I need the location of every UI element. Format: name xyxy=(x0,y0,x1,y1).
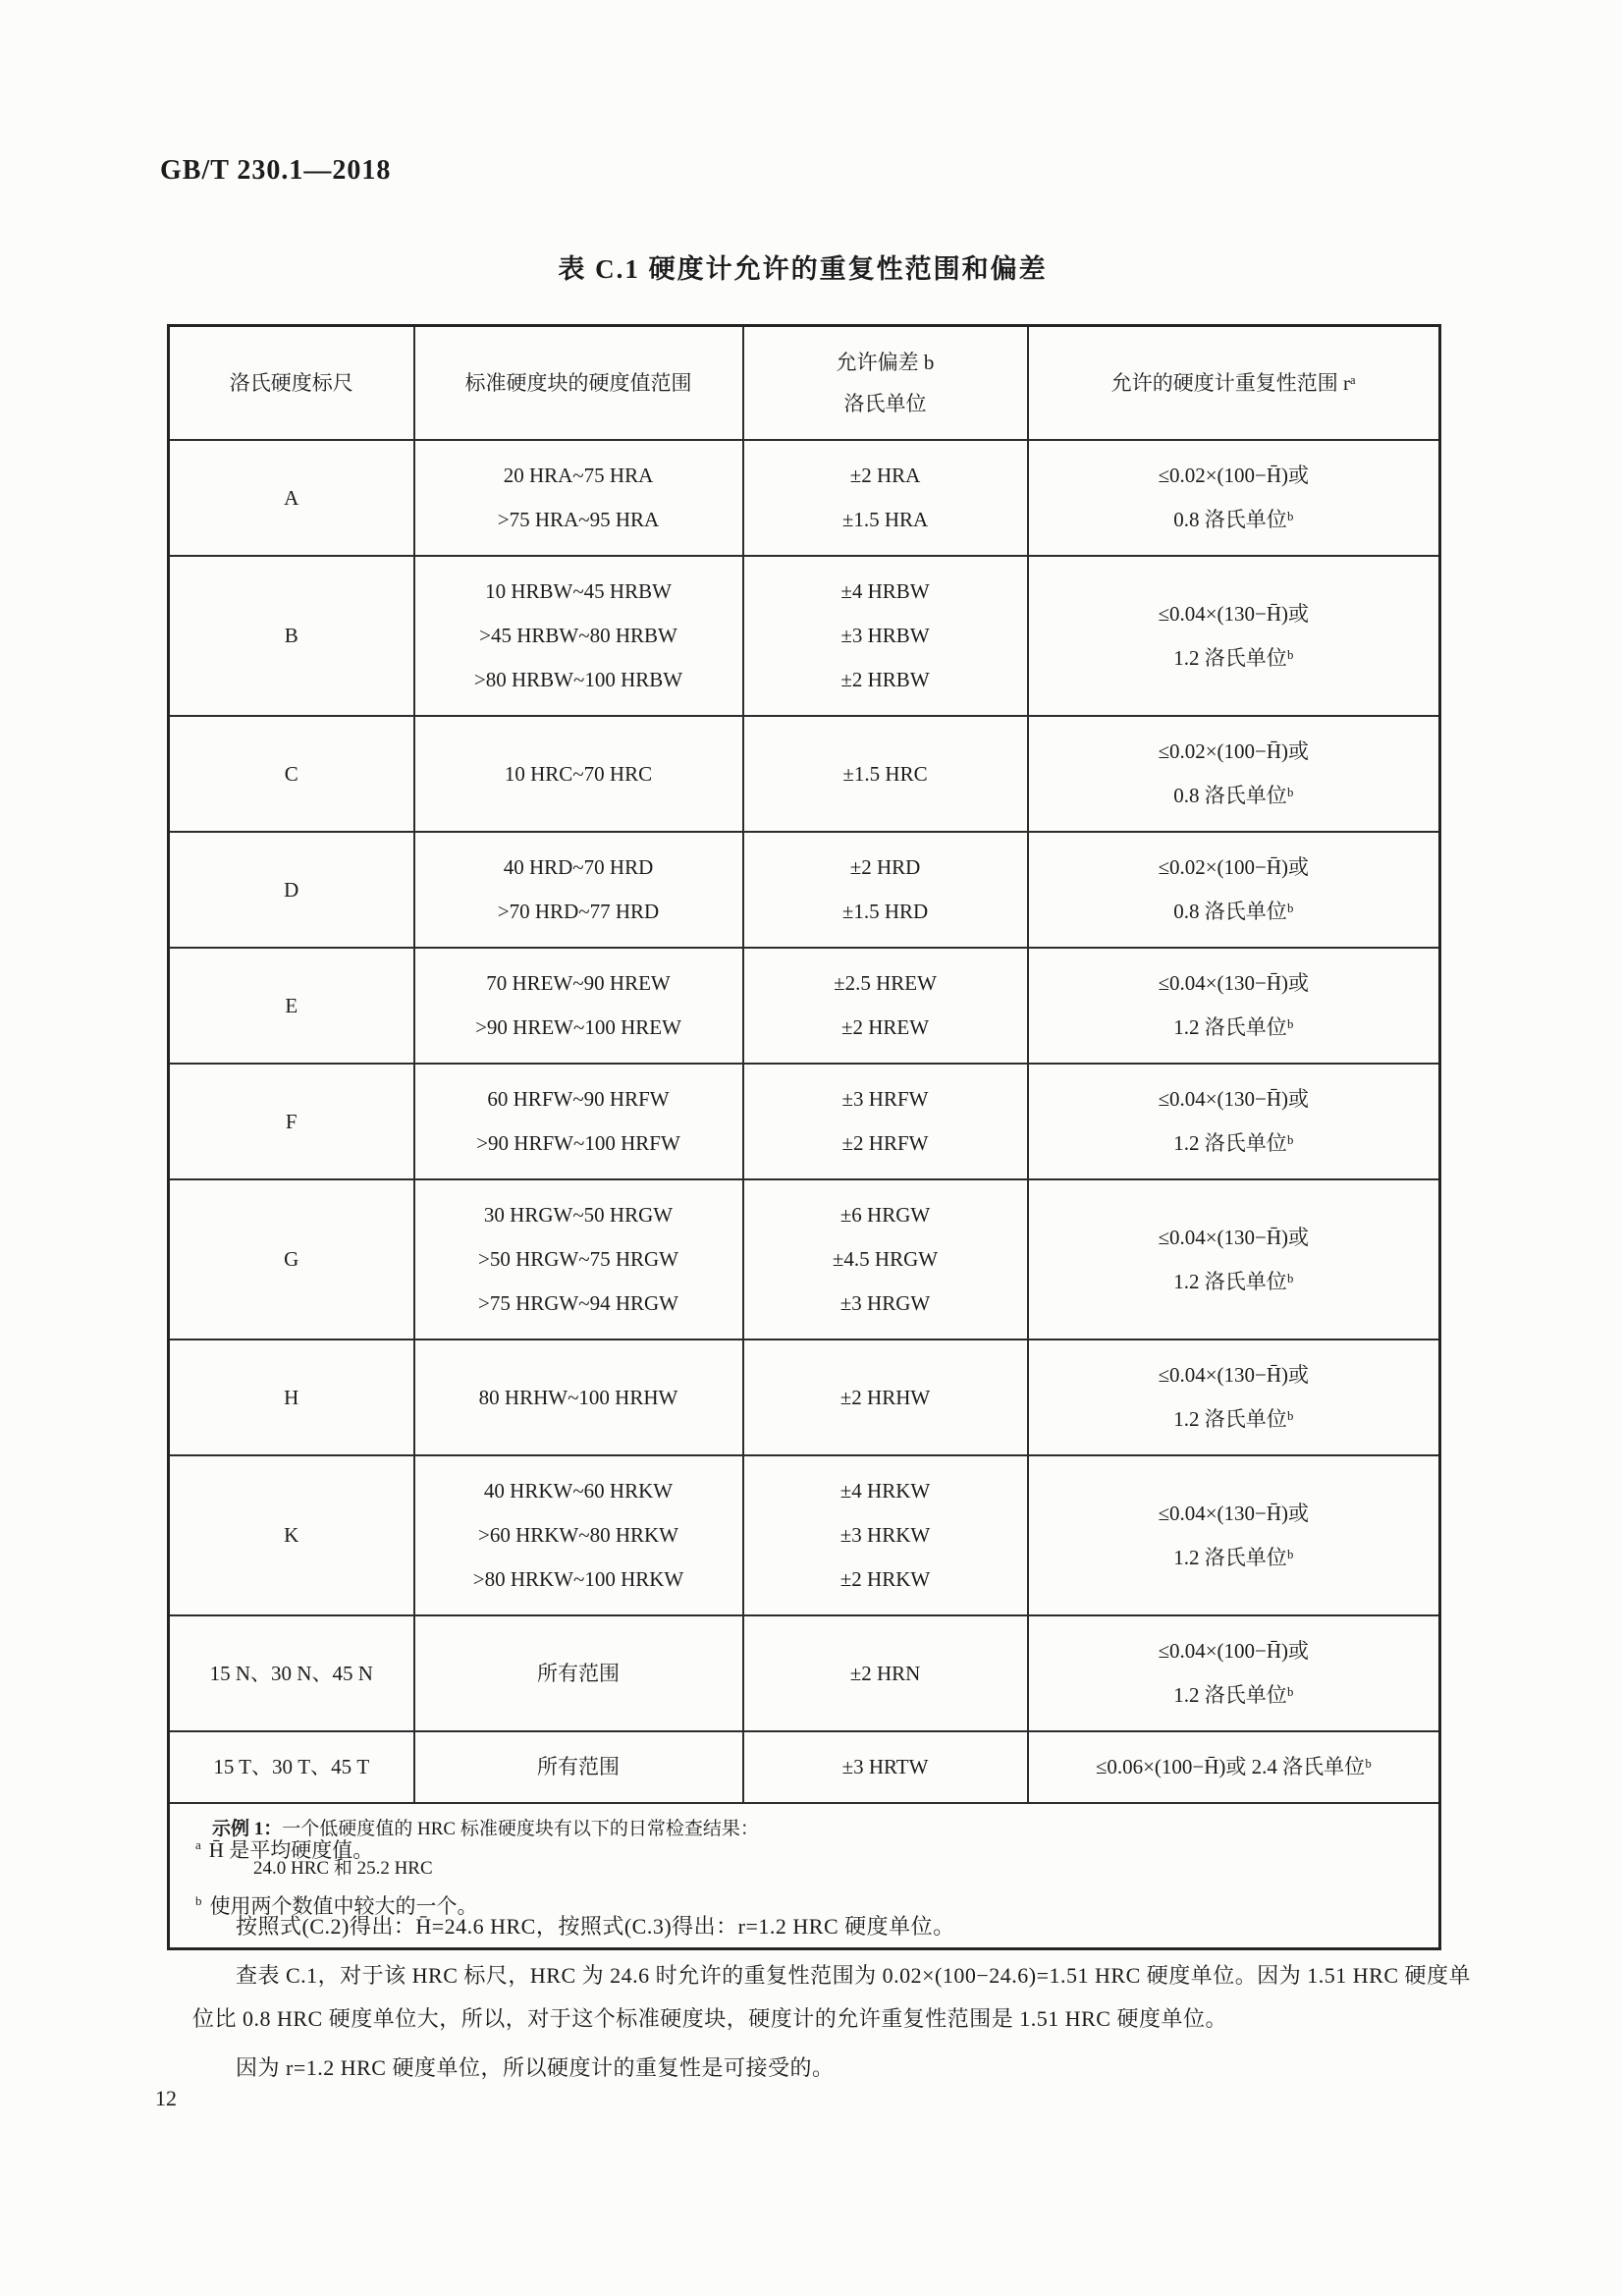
deviation-line: ±2 HRN xyxy=(849,1661,921,1685)
example-section xyxy=(192,1813,1471,2096)
deviation-cell xyxy=(743,1455,1028,1615)
scale-cell xyxy=(169,1731,414,1803)
range-line: >90 HRFW~100 HRFW xyxy=(476,1131,680,1155)
scale-cell xyxy=(169,716,414,832)
column-header-line: 洛氏单位 xyxy=(843,392,927,415)
table-header-row xyxy=(169,326,1440,441)
repeatability-line: 0.8 洛氏单位ᵇ xyxy=(1173,508,1294,531)
scale-cell xyxy=(169,440,414,556)
deviation-line: ±4 HRKW xyxy=(839,1479,931,1503)
range-line: >80 HRBW~100 HRBW xyxy=(473,668,683,691)
column-header-line: 标准硬度块的硬度值范围 xyxy=(464,371,692,395)
deviation-line: ±4 HRBW xyxy=(840,579,930,603)
range-cell xyxy=(414,440,743,556)
repeatability-cell xyxy=(1028,716,1440,832)
table-row xyxy=(169,832,1440,948)
repeatability-cell xyxy=(1028,1455,1440,1615)
repeatability-cell xyxy=(1028,1064,1440,1179)
body-paragraph: 因为 r=1.2 HRC 硬度单位，所以硬度计的重复性是可接受的。 xyxy=(236,2055,835,2080)
example-label: 示例 1： xyxy=(212,1819,283,1839)
deviation-cell xyxy=(743,1179,1028,1339)
scale-cell xyxy=(169,1615,414,1731)
range-line: 30 HRGW~50 HRGW xyxy=(483,1203,674,1227)
repeatability-line: 1.2 洛氏单位ᵇ xyxy=(1173,1015,1294,1039)
repeatability-line: 1.2 洛氏单位ᵇ xyxy=(1173,1407,1294,1431)
repeatability-line: 1.2 洛氏单位ᵇ xyxy=(1173,1131,1294,1155)
repeatability-cell xyxy=(1028,1615,1440,1731)
footnote-marker: a xyxy=(195,1837,201,1852)
scale-label: 15 N、30 N、45 N xyxy=(209,1661,373,1685)
example-heading-text: 一个低硬度值的 HRC 标准硬度块有以下的日常检查结果： xyxy=(282,1819,759,1839)
range-line: 40 HRKW~60 HRKW xyxy=(483,1479,674,1503)
table-row xyxy=(169,1064,1440,1179)
repeatability-line: ≤0.04×(100−H̄)或 xyxy=(1158,1639,1310,1663)
scale-label: K xyxy=(284,1523,299,1547)
scale-cell xyxy=(169,1455,414,1615)
scale-label: 15 T、30 T、45 T xyxy=(213,1755,370,1778)
deviation-line: ±2 HREW xyxy=(840,1015,930,1039)
deviation-line: ±2 HRA xyxy=(849,464,921,487)
example-values: 24.0 HRC 和 25.2 HRC xyxy=(253,1858,433,1879)
table-row xyxy=(169,948,1440,1064)
range-cell xyxy=(414,948,743,1064)
column-header-1 xyxy=(414,326,743,441)
range-cell xyxy=(414,1731,743,1803)
deviation-line: ±3 HRFW xyxy=(841,1087,929,1111)
table-row xyxy=(169,716,1440,832)
body-paragraph: 按照式(C.2)得出：H̄=24.6 HRC，按照式(C.3)得出：r=1.2 HRC 硬度单位。 xyxy=(236,1914,955,1939)
repeatability-cell xyxy=(1028,832,1440,948)
scale-label: D xyxy=(284,877,299,902)
repeatability-line: ≤0.06×(100−H̄)或 2.4 洛氏单位ᵇ xyxy=(1095,1755,1372,1778)
repeatability-line: ≤0.04×(130−H̄)或 xyxy=(1158,1501,1310,1525)
repeatability-line: ≤0.02×(100−H̄)或 xyxy=(1158,464,1310,487)
range-line: 40 HRD~70 HRD xyxy=(503,855,654,879)
repeatability-line: ≤0.02×(100−H̄)或 xyxy=(1158,855,1310,879)
table-row xyxy=(169,556,1440,716)
scale-label: C xyxy=(284,761,298,786)
deviation-line: ±3 HRBW xyxy=(840,624,930,647)
deviation-line: ±1.5 HRD xyxy=(841,900,929,923)
repeatability-cell xyxy=(1028,1179,1440,1339)
footnote-line: $^b$ 使用两个数值中较大的一个。 xyxy=(195,1893,478,1918)
column-header-line: 允许偏差 b xyxy=(836,351,935,374)
scale-cell xyxy=(169,1339,414,1455)
repeatability-line: 1.2 洛氏单位ᵇ xyxy=(1173,645,1294,670)
scale-cell xyxy=(169,948,414,1064)
repeatability-line: ≤0.04×(130−H̄)或 xyxy=(1158,1363,1310,1387)
repeatability-line: 1.2 洛氏单位ᵇ xyxy=(1173,1545,1294,1569)
column-header-line: 允许的硬度计重复性范围 rᵃ xyxy=(1110,371,1356,395)
deviation-cell xyxy=(743,1615,1028,1731)
repeatability-line: 1.2 洛氏单位ᵇ xyxy=(1173,1269,1294,1293)
range-line: 10 HRBW~45 HRBW xyxy=(485,579,672,603)
column-header-0 xyxy=(169,326,414,441)
range-line: >90 HREW~100 HREW xyxy=(475,1015,681,1039)
repeatability-line: ≤0.04×(130−H̄)或 xyxy=(1158,1087,1310,1111)
range-line: >80 HRKW~100 HRKW xyxy=(472,1567,684,1591)
range-cell xyxy=(414,556,743,716)
repeatability-line: 1.2 洛氏单位ᵇ xyxy=(1173,1683,1294,1707)
repeatability-line: ≤0.02×(100−H̄)或 xyxy=(1158,739,1310,763)
range-cell xyxy=(414,832,743,948)
range-cell xyxy=(414,1339,743,1455)
range-line: 所有范围 xyxy=(537,1661,620,1685)
deviation-cell xyxy=(743,440,1028,556)
example-heading xyxy=(212,1813,1471,1846)
scale-label: E xyxy=(285,993,298,1017)
repeatability-cell xyxy=(1028,1339,1440,1455)
document-number: GB/T 230.1—2018 xyxy=(160,155,392,186)
deviation-cell xyxy=(743,1339,1028,1455)
range-line: 70 HREW~90 HREW xyxy=(486,971,671,995)
deviation-line: ±2 HRFW xyxy=(841,1131,929,1155)
repeatability-cell xyxy=(1028,1731,1440,1803)
repeatability-line: ≤0.04×(130−H̄)或 xyxy=(1158,971,1310,995)
range-line: 80 HRHW~100 HRHW xyxy=(478,1385,678,1409)
table-title: 表 C.1 硬度计允许的重复性范围和偏差 xyxy=(558,254,1048,284)
deviation-cell xyxy=(743,716,1028,832)
repeatability-cell xyxy=(1028,440,1440,556)
deviation-line: ±3 HRKW xyxy=(839,1523,931,1547)
repeatability-table xyxy=(167,324,1441,1950)
table-row xyxy=(169,1179,1440,1339)
scale-label: A xyxy=(284,485,299,510)
deviation-cell xyxy=(743,1731,1028,1803)
range-cell xyxy=(414,716,743,832)
range-cell xyxy=(414,1064,743,1179)
deviation-line: ±4.5 HRGW xyxy=(832,1247,939,1271)
table-row xyxy=(169,1339,1440,1455)
range-line: >45 HRBW~80 HRBW xyxy=(479,624,677,647)
scale-cell xyxy=(169,1179,414,1339)
scale-cell xyxy=(169,556,414,716)
scale-cell xyxy=(169,832,414,948)
scale-label: H xyxy=(284,1385,299,1409)
deviation-line: ±1.5 HRC xyxy=(842,761,928,786)
body-paragraph: 查表 C.1，对于该 HRC 标尺，HRC 为 24.6 时允许的重复性范围为 0.02×(100−24.6)=1.51 HRC 硬度单位。因为 1.51 HRC 硬度单位比 0.8 HRC 硬度单位大，所以，对于这个标准硬度块，硬度计的允许重复性范围是 1.51 HRC 硬度单位。 xyxy=(192,1963,1471,2031)
range-line: 所有范围 xyxy=(537,1755,620,1778)
range-line: >75 HRA~95 HRA xyxy=(497,508,660,531)
range-line: >50 HRGW~75 HRGW xyxy=(477,1247,679,1271)
repeatability-line: 0.8 洛氏单位ᵇ xyxy=(1173,784,1294,807)
deviation-cell xyxy=(743,1064,1028,1179)
range-line: >70 HRD~77 HRD xyxy=(497,900,660,923)
repeatability-cell xyxy=(1028,556,1440,716)
scale-label: G xyxy=(284,1247,299,1271)
range-line: >60 HRKW~80 HRKW xyxy=(477,1523,679,1547)
deviation-line: ±3 HRGW xyxy=(839,1291,931,1315)
range-line: >75 HRGW~94 HRGW xyxy=(477,1291,679,1315)
repeatability-line: ≤0.04×(130−H̄)或 xyxy=(1158,1225,1310,1249)
footnote-marker: b xyxy=(195,1893,202,1908)
column-header-3 xyxy=(1028,326,1440,441)
range-cell xyxy=(414,1179,743,1339)
scale-cell xyxy=(169,1064,414,1179)
deviation-line: ±2 HRHW xyxy=(839,1385,931,1409)
table-row xyxy=(169,1731,1440,1803)
page-number: 12 xyxy=(155,2086,177,2110)
scale-label: F xyxy=(285,1109,298,1133)
range-line: 10 HRC~70 HRC xyxy=(504,761,653,786)
deviation-cell xyxy=(743,556,1028,716)
column-header-2 xyxy=(743,326,1028,441)
deviation-line: ±2.5 HREW xyxy=(834,971,937,995)
deviation-line: ±6 HRGW xyxy=(839,1203,931,1227)
table-row xyxy=(169,1615,1440,1731)
range-line: 20 HRA~75 HRA xyxy=(503,464,654,487)
deviation-cell xyxy=(743,832,1028,948)
column-header-line: 洛氏硬度标尺 xyxy=(229,371,353,395)
deviation-line: ±2 HRKW xyxy=(839,1567,931,1591)
deviation-line: ±2 HRD xyxy=(849,855,921,879)
table-row xyxy=(169,440,1440,556)
repeatability-cell xyxy=(1028,948,1440,1064)
range-cell xyxy=(414,1615,743,1731)
repeatability-line: ≤0.04×(130−H̄)或 xyxy=(1158,601,1310,626)
range-line: 60 HRFW~90 HRFW xyxy=(487,1087,670,1111)
repeatability-line: 0.8 洛氏单位ᵇ xyxy=(1173,900,1294,923)
range-cell xyxy=(414,1455,743,1615)
deviation-line: ±1.5 HRA xyxy=(841,508,929,531)
footnote-line: $^a$ H̄ 是平均硬度值。 xyxy=(195,1837,374,1862)
scale-label: B xyxy=(284,624,298,647)
deviation-line: ±3 HRTW xyxy=(841,1755,929,1778)
deviation-line: ±2 HRBW xyxy=(840,668,930,691)
deviation-cell xyxy=(743,948,1028,1064)
table-row xyxy=(169,1455,1440,1615)
